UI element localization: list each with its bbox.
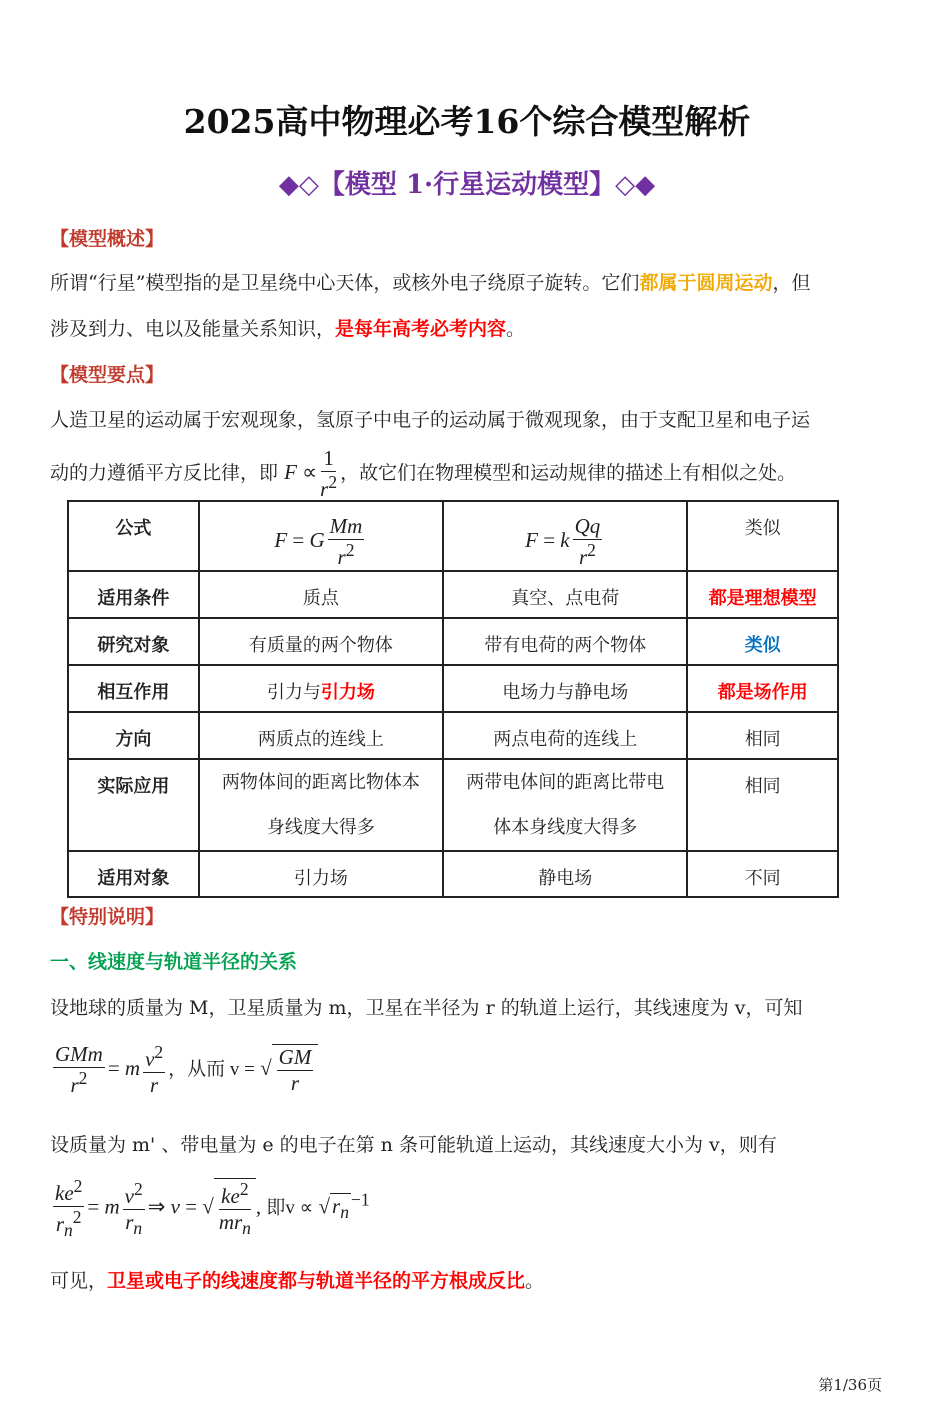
page-number: 第1/36页 — [818, 1376, 882, 1394]
table-row: 适用条件 质点 真空、点电荷 都是理想模型 — [68, 571, 838, 618]
section-overview: 【模型概述】 — [50, 228, 165, 250]
comparison-table — [67, 500, 839, 898]
paragraph: 动的力遵循平方反比律，即 F ∝ $\frac{1}{r^2}$ ，故它们在物理模型和运动规律的描述上有相似之处。 — [50, 446, 797, 501]
table-row: 方向 两质点的连线上 两点电荷的连线上 相同 — [68, 712, 838, 759]
paragraph: 涉及到力、电以及能量关系知识，是每年高考必考内容。 — [50, 318, 526, 340]
model-subtitle: ◆◇【模型 1·行星运动模型】◇◆ — [278, 170, 656, 200]
paragraph: 设质量为 m' 、带电量为 e 的电子在第 n 条可能轨道上运动，其线速度大小为 v，则有 — [50, 1134, 777, 1156]
section-notes: 【特别说明】 — [50, 906, 165, 928]
formula-satellite-velocity: $\frac{\text{GMm}}{r^2}$ = m $\frac{v^2}{r}$ ，从而 v = √ $\frac{GM}{r}$ — [50, 1042, 318, 1098]
formula-electron-velocity: $\frac{ke^2}{r_n^2}$ = m $\frac{v^2}{r_n}$ ⇒ v = √ $\frac{ke^2}{mr_n}$ , 即$v \propto √r_n^{-1}$ — [55, 1176, 370, 1241]
conclusion: 可见，卫星或电子的线速度都与轨道半径的平方根成反比。 — [50, 1270, 545, 1292]
table-row: 适用对象 引力场 静电场 不同 — [68, 851, 838, 897]
subheading: 一、线速度与轨道半径的关系 — [50, 951, 298, 973]
table-row: 相互作用 引力与引力场 电场力与静电场 都是场作用 — [68, 665, 838, 712]
formula-gravity: F = G $\frac{Mm}{r^2}$ — [199, 501, 443, 571]
table-row: 研究对象 有质量的两个物体 带有电荷的两个物体 类似 — [68, 618, 838, 665]
paragraph: 所谓“行星”模型指的是卫星绕中心天体，或核外电子绕原子旋转。它们都属于圆周运动，但 — [50, 272, 811, 294]
table-row: 实际应用 两物体间的距离比物体本 身线度大得多 两带电体间的距离比带电 体本身线度大得多 相同 — [68, 759, 838, 851]
page-title: 2025高中物理必考16个综合模型解析 — [183, 102, 751, 141]
formula-coulomb: F = k $\frac{Qq}{r^2}$ — [443, 501, 687, 571]
section-points: 【模型要点】 — [50, 364, 165, 386]
paragraph: 人造卫星的运动属于宏观现象，氢原子中电子的运动属于微观现象，由于支配卫星和电子运 — [50, 409, 811, 431]
paragraph: 设地球的质量为 M，卫星质量为 m，卫星在半径为 r 的轨道上运行，其线速度为 v，可知 — [50, 997, 803, 1019]
table-row: 公式 F = G $\frac{Mm}{r^2}$ F = k $\frac{Qq}{r^2}$ 类似 — [68, 501, 838, 571]
formula-inverse-square: F ∝ $\frac{1}{r^2}$ — [284, 446, 338, 501]
